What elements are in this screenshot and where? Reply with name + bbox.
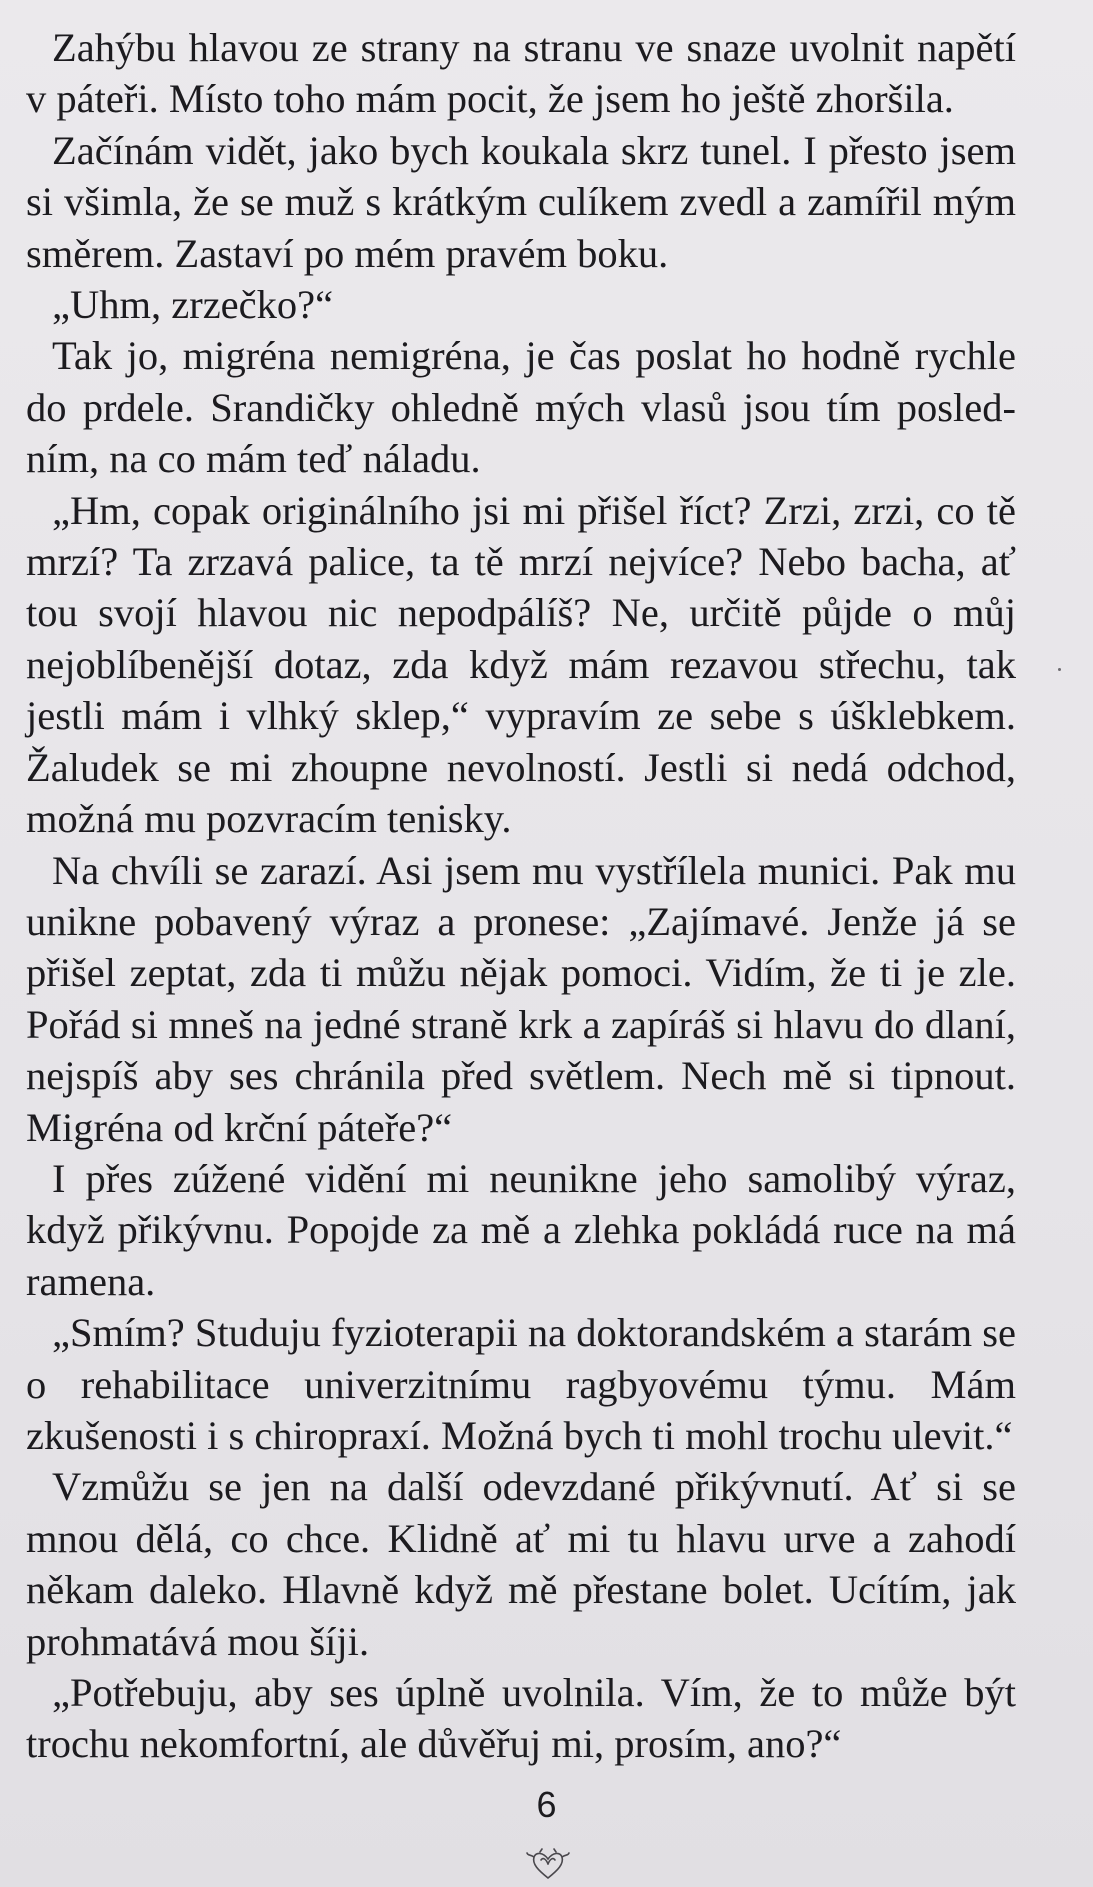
page-number: 6 [536,1784,557,1825]
print-speck [1058,668,1061,671]
paragraph: Zahýbu hlavou ze strany na stranu ve snaze uvolnit napětí v páteři. Místo toho mám pocit, že jsem ho ještě zhoršila. [26,25,1016,122]
paragraph: „Hm, copak originálního jsi mi přišel říct? Zrzi, zrzi, co tě mrzí? Ta zrzavá palice, ta tě mrzí nejvíce? Nebo bacha, ať tou svojí hlavou nic nepodpálíš? Ne, určitě půjde o můj nejoblíbenější dotaz, zda když mám rezavou střechu, tak jestli mám i vlhký sklep,“ vypravím ze sebe s úšklebkem. Žaludek se mi zhoupne nevolností. Jestli si nedá odchod, možná mu pozvracím tenisky. [26,487,1016,842]
paragraph: „Uhm, zrzečko?“ [52,282,334,328]
paragraph: Na chvíli se zarazí. Asi jsem mu vystřílela munici. Pak mu unikne pobavený výraz a pronese: „Zajímavé. Jenže já se přišel zeptat, zda ti můžu nějak pomoci. Vidím, že ti je zle. Pořád si mneš na jedné straně krk a zapíráš si hlavu do dlaní, nejspíš aby ses chránila před světlem. Nech mě si tipnout. Migréna od krční páteře?“ [26,847,1016,1150]
page-body [26,22,1016,1770]
heart-flourish-icon [524,1848,572,1882]
paragraph: Tak jo, migréna nemigréna, je čas poslat ho hodně rychle do prdele. Srandičky ohledně mých vlasů jsou tím posledním, na co mám teď náladu. [26,333,1016,482]
paragraph: Začínám vidět, jako bych koukala skrz tunel. I přesto jsem si všimla, že se muž s krátkým culíkem zvedl a zamířil mým směrem. Zastaví po mém pravém boku. [26,127,1016,276]
paragraph: I přes zúžené vidění mi neunikne jeho samolibý výraz, když přikývnu. Popojde za mě a zlehka pokládá ruce na má ramena. [26,1155,1016,1304]
paragraph: „Potřebuju, aby ses úplně uvolnila. Vím, že to může být trochu nekomfortní, ale důvěřuj mi, prosím, ano?“ [26,1670,1016,1767]
paragraph: Vzmůžu se jen na další odevzdané přikývnutí. Ať si se mnou dělá, co chce. Klidně ať mi tu hlavu urve a zahodí někam daleko. Hlavně když mě přestane bolet. Ucítím, jak prohmatává mou šíji. [26,1464,1016,1664]
paragraph: „Smím? Studuju fyzioterapii na doktorandském a starám se o rehabilitace univerzitnímu ragbyovému týmu. Mám zkušenosti i s chiropraxí. Možná bych ti mohl trochu ulevit.“ [26,1310,1016,1458]
